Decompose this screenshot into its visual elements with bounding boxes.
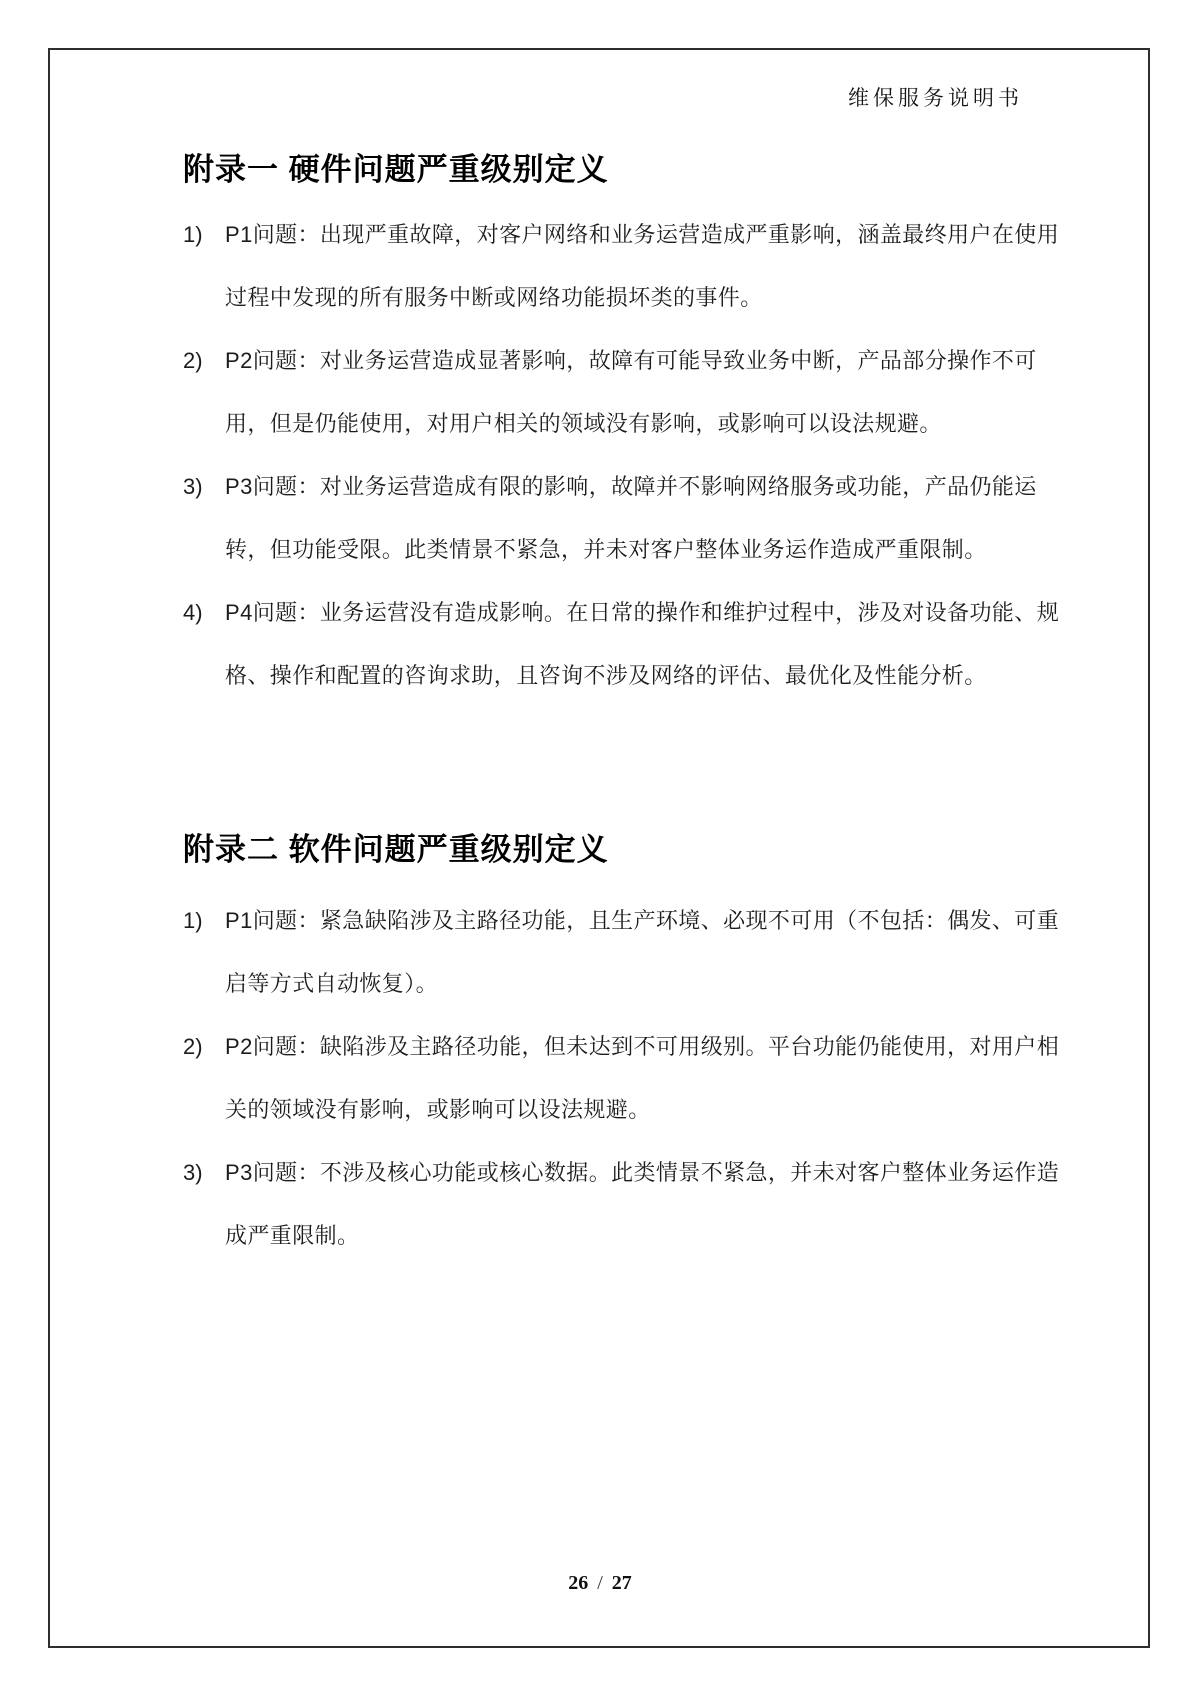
item-line: P3问题：不涉及核心功能或核心数据。此类情景不紧急，并未对客户整体业务运作造 — [225, 1160, 1060, 1185]
item-line: 启等方式自动恢复）。 — [225, 971, 439, 996]
item-line: P1问题：紧急缺陷涉及主路径功能，且生产环境、必现不可用（不包括：偶发、可重 — [225, 908, 1060, 933]
list-item — [183, 203, 1063, 329]
item-number: 2) — [183, 1034, 203, 1059]
page-number — [0, 1572, 1200, 1595]
document-header-title: 维保服务说明书 — [848, 86, 1023, 110]
current-page-number: 26 — [568, 1572, 589, 1594]
item-line: P1问题：出现严重故障，对客户网络和业务运营造成严重影响，涵盖最终用户在使用 — [225, 222, 1060, 247]
item-number: 2) — [183, 348, 203, 373]
item-line: 关的领域没有影响，或影响可以设法规避。 — [225, 1097, 651, 1122]
item-line: 格、操作和配置的咨询求助，且咨询不涉及网络的评估、最优化及性能分析。 — [225, 663, 987, 688]
appendix-2-title: 附录二 软件问题严重级别定义 — [183, 832, 609, 867]
item-line: P4问题：业务运营没有造成影响。在日常的操作和维护过程中，涉及对设备功能、规 — [225, 600, 1060, 625]
item-number: 1) — [183, 908, 203, 933]
item-line: 用，但是仍能使用，对用户相关的领域没有影响，或影响可以设法规避。 — [225, 411, 942, 436]
item-line: P2问题：缺陷涉及主路径功能，但未达到不可用级别。平台功能仍能使用，对用户相 — [225, 1034, 1060, 1059]
item-number: 3) — [183, 1160, 203, 1185]
item-line: 成严重限制。 — [225, 1223, 360, 1248]
item-line: P2问题：对业务运营造成显著影响，故障有可能导致业务中断，产品部分操作不可 — [225, 348, 1037, 373]
page-number-separator: / — [597, 1572, 603, 1594]
item-number: 4) — [183, 600, 203, 625]
item-line: 过程中发现的所有服务中断或网络功能损坏类的事件。 — [225, 285, 763, 310]
list-item — [183, 329, 1063, 455]
appendix-1-title: 附录一 硬件问题严重级别定义 — [183, 152, 609, 187]
item-line: 转，但功能受限。此类情景不紧急，并未对客户整体业务运作造成严重限制。 — [225, 537, 987, 562]
item-number: 1) — [183, 222, 203, 247]
list-item — [183, 1015, 1063, 1141]
item-number: 3) — [183, 474, 203, 499]
list-item — [183, 581, 1063, 707]
list-item — [183, 889, 1063, 1015]
total-page-number: 27 — [611, 1572, 632, 1594]
list-item — [183, 1141, 1063, 1267]
list-item — [183, 455, 1063, 581]
hardware-severity-list — [183, 203, 1063, 707]
software-severity-list — [183, 889, 1063, 1267]
item-line: P3问题：对业务运营造成有限的影响，故障并不影响网络服务或功能，产品仍能运 — [225, 474, 1037, 499]
